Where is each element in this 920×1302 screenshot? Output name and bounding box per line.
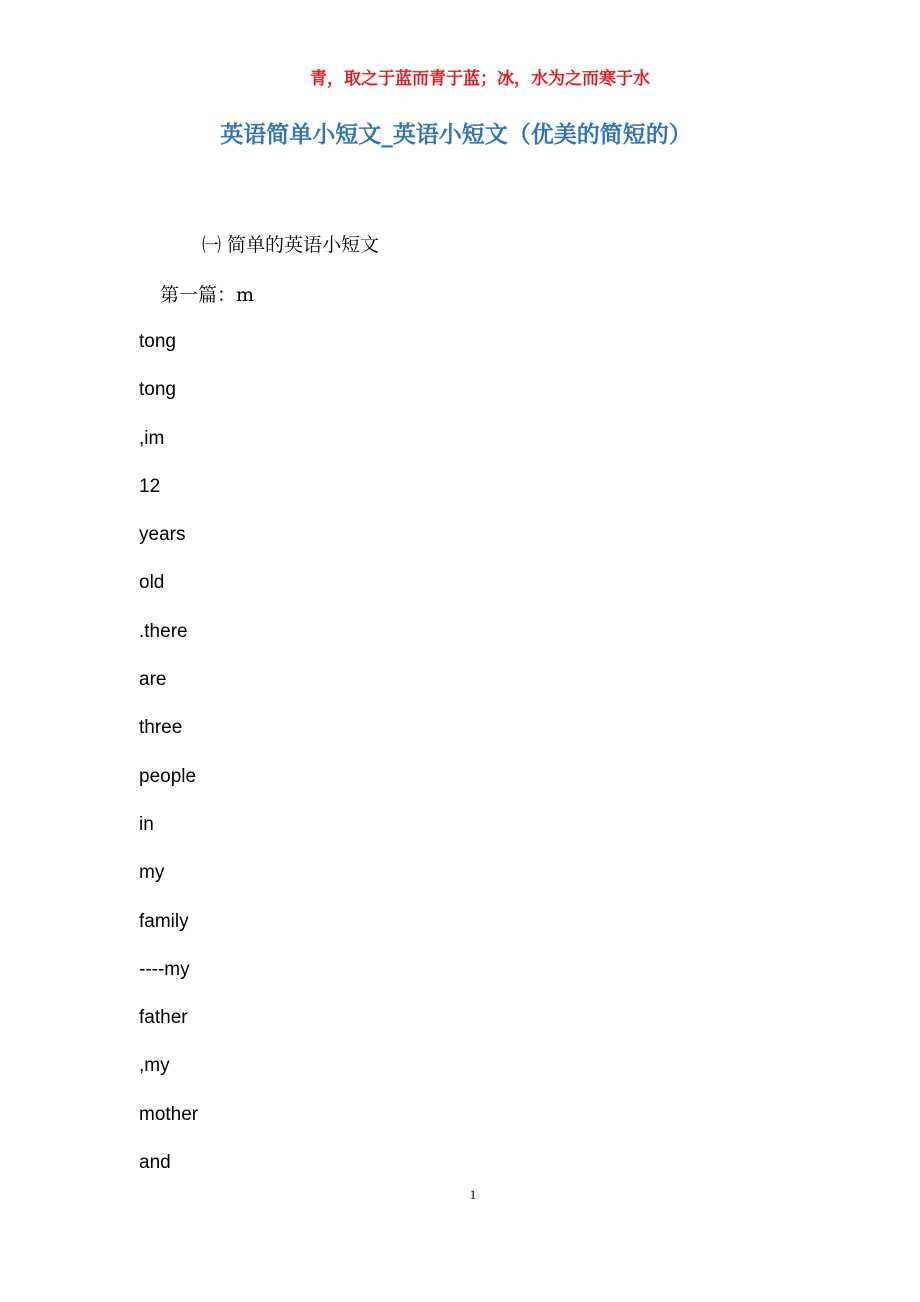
document-title: 英语简单小短文_英语小短文（优美的简短的） bbox=[220, 122, 692, 148]
body-word-line: 12 bbox=[139, 475, 161, 497]
article-label: 第一篇：m bbox=[160, 284, 255, 306]
body-word-line: ----my bbox=[139, 958, 190, 980]
body-word-line: three bbox=[139, 717, 183, 739]
body-word-line: tong bbox=[139, 331, 176, 352]
body-word-line: tong bbox=[139, 379, 176, 401]
body-word-line: mother bbox=[139, 1103, 199, 1125]
body-word-line: are bbox=[139, 669, 167, 691]
section-heading: ㈠ 简单的英语小短文 bbox=[202, 234, 380, 256]
body-word-line: family bbox=[139, 910, 189, 932]
body-word-list bbox=[139, 328, 198, 1197]
body-word-line: my bbox=[139, 862, 165, 884]
body-word-line: ,im bbox=[139, 427, 165, 449]
header-motto: 青，取之于蓝而青于蓝；冰，水为之而寒于水 bbox=[310, 69, 650, 89]
body-word-line: ,my bbox=[139, 1055, 170, 1077]
body-word-line: in bbox=[139, 813, 154, 835]
page-number: 1 bbox=[469, 1187, 477, 1202]
body-word-line: father bbox=[139, 1007, 188, 1029]
body-word-line: old bbox=[139, 572, 165, 594]
body-word-line: and bbox=[139, 1152, 171, 1174]
body-word-line: years bbox=[139, 524, 186, 546]
body-word-line: people bbox=[139, 765, 197, 787]
body-word-line: .there bbox=[139, 620, 188, 642]
